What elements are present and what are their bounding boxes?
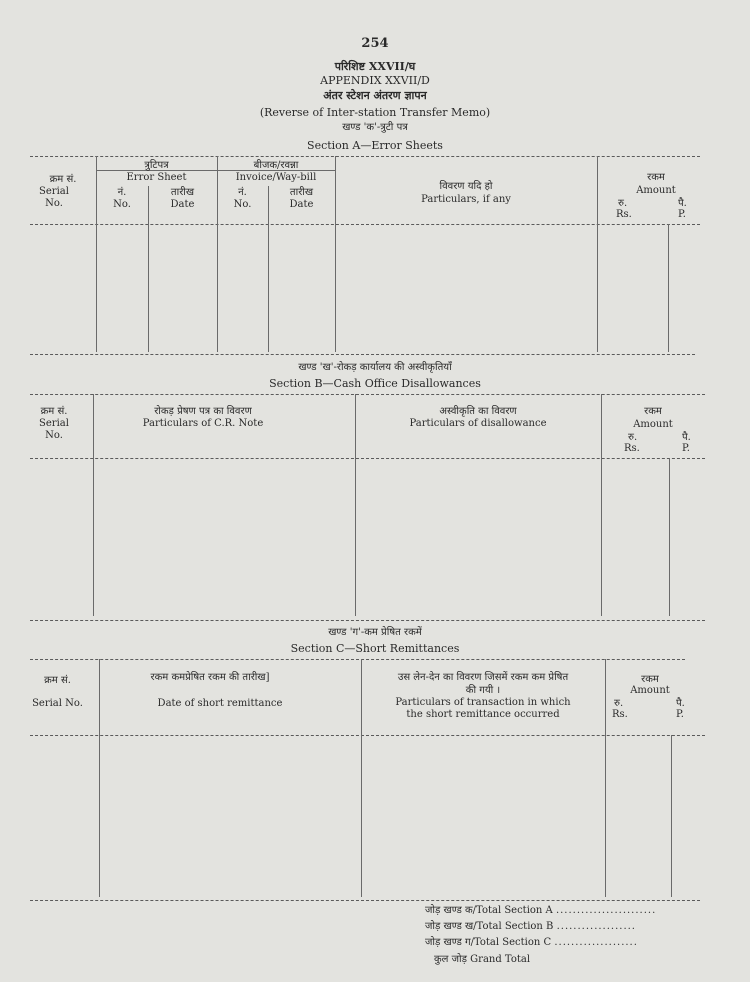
section-c-title-hindi: खण्ड 'ग'-कम प्रेषित रकमें	[328, 627, 422, 638]
invoice-no-en: No.	[233, 199, 252, 210]
total-section-b	[425, 921, 636, 933]
invoice-no-hindi: नं.	[238, 187, 247, 198]
section-b-rs-hindi: रु.	[628, 432, 638, 443]
section-b-serial-en: Serial No.	[39, 418, 69, 441]
disallowance-en: Particulars of disallowance	[409, 418, 547, 429]
section-b-rs-en: Rs.	[624, 443, 640, 454]
short-remit-date-hindi: रकम कमप्रेषित रकम की तारीख]	[150, 672, 270, 683]
total-section-b-label: जोड़ खण्ड ख/Total Section B	[425, 921, 554, 932]
section-c-amount-hindi: रकम	[641, 674, 659, 685]
cr-note-en: Particulars of C.R. Note	[142, 418, 264, 429]
invoice-date-hindi: तारीख	[289, 187, 314, 198]
section-c-amount-en: Amount	[630, 685, 670, 696]
section-c-p-en: P.	[676, 709, 684, 720]
total-section-a-label: जोड़ खण्ड क/Total Section A	[425, 905, 553, 916]
section-a-serial-en: Serial No.	[39, 186, 69, 209]
total-section-a-dots: ........................	[555, 905, 657, 916]
section-a-amount-en: Amount	[636, 185, 676, 196]
section-b-p-hindi: पै.	[682, 432, 691, 443]
section-a-rs-en: Rs.	[616, 209, 632, 220]
page-number: 254	[361, 36, 389, 51]
invoice-hindi: बीजक/रवन्ना	[253, 160, 299, 171]
section-c-rs-en: Rs.	[612, 709, 628, 720]
grand-total: कुल जोड़ Grand Total	[434, 954, 531, 965]
error-sheet-date-en: Date	[170, 199, 195, 210]
total-section-c	[425, 937, 638, 949]
section-a-serial-hindi: क्रम सं.	[49, 174, 77, 185]
total-section-c-label: जोड़ खण्ड ग/Total Section C	[425, 937, 552, 948]
error-sheet-no-hindi: नं.	[117, 187, 127, 198]
section-a-particulars-hindi: विवरण यदि हो	[439, 181, 493, 192]
section-c-serial-hindi: क्रम सं.	[44, 675, 71, 686]
invoice-date-en: Date	[289, 199, 314, 210]
transaction-particulars-en-1: Particulars of transaction in which	[395, 697, 571, 708]
section-a-title-en: Section A—Error Sheets	[307, 139, 443, 152]
transaction-particulars-hindi-2: की गयी ।	[465, 685, 501, 696]
total-section-b-dots: ...................	[556, 921, 636, 932]
section-c-rs-hindi: रु.	[614, 698, 624, 709]
transaction-particulars-hindi-1: उस लेन-देन का विवरण जिसमें रकम कम प्रेषित	[397, 672, 569, 683]
cr-note-hindi: रोकड़ प्रेषण पत्र का विवरण	[154, 406, 252, 417]
section-b-serial-hindi: क्रम सं.	[40, 406, 68, 417]
section-b-title-en: Section B—Cash Office Disallowances	[269, 377, 481, 390]
appendix-en: APPENDIX XXVII/D	[320, 74, 430, 87]
section-b-p-en: P.	[682, 443, 690, 454]
short-remit-date-en: Date of short remittance	[157, 698, 283, 709]
section-a-rs-hindi: रु.	[618, 198, 628, 209]
transaction-particulars-en-2: the short remittance occurred	[406, 709, 560, 720]
section-a-p-en: P.	[678, 209, 686, 220]
error-sheet-no-en: No.	[113, 199, 131, 210]
section-b-amount-hindi: रकम	[644, 406, 662, 417]
section-c-p-hindi: पै.	[676, 698, 685, 709]
title-en: (Reverse of Inter-station Transfer Memo)	[259, 106, 491, 119]
section-a-particulars-en: Particulars, if any	[421, 194, 511, 205]
error-sheet-en: Error Sheet	[126, 172, 187, 183]
section-b-amount-en: Amount	[633, 419, 673, 430]
error-sheet-hindi: त्रुटिपत्र	[144, 160, 169, 171]
error-sheet-date-hindi: तारीख	[170, 187, 195, 198]
invoice-en: Invoice/Way-bill	[235, 172, 317, 183]
total-section-c-dots: ....................	[554, 937, 638, 948]
disallowance-hindi: अस्वीकृति का विवरण	[439, 406, 517, 417]
section-c-serial-en: Serial No.	[32, 698, 83, 709]
section-a-p-hindi: पै.	[678, 198, 687, 209]
section-a-amount-hindi: रकम	[647, 172, 665, 183]
section-b-title-hindi: खण्ड 'ख'-रोकड़ कार्यालय की अस्वीकृतियाँ	[298, 362, 452, 373]
title-hindi: अंतर स्टेशन अंतरण ज्ञापन	[323, 89, 427, 102]
section-a-title-hindi: खण्ड 'क'-त्रुटी पत्र	[342, 122, 408, 133]
total-section-a	[425, 905, 656, 917]
appendix-hindi: परिशिष्ट XXVII/घ	[334, 60, 416, 73]
section-c-title-en: Section C—Short Remittances	[290, 642, 460, 655]
